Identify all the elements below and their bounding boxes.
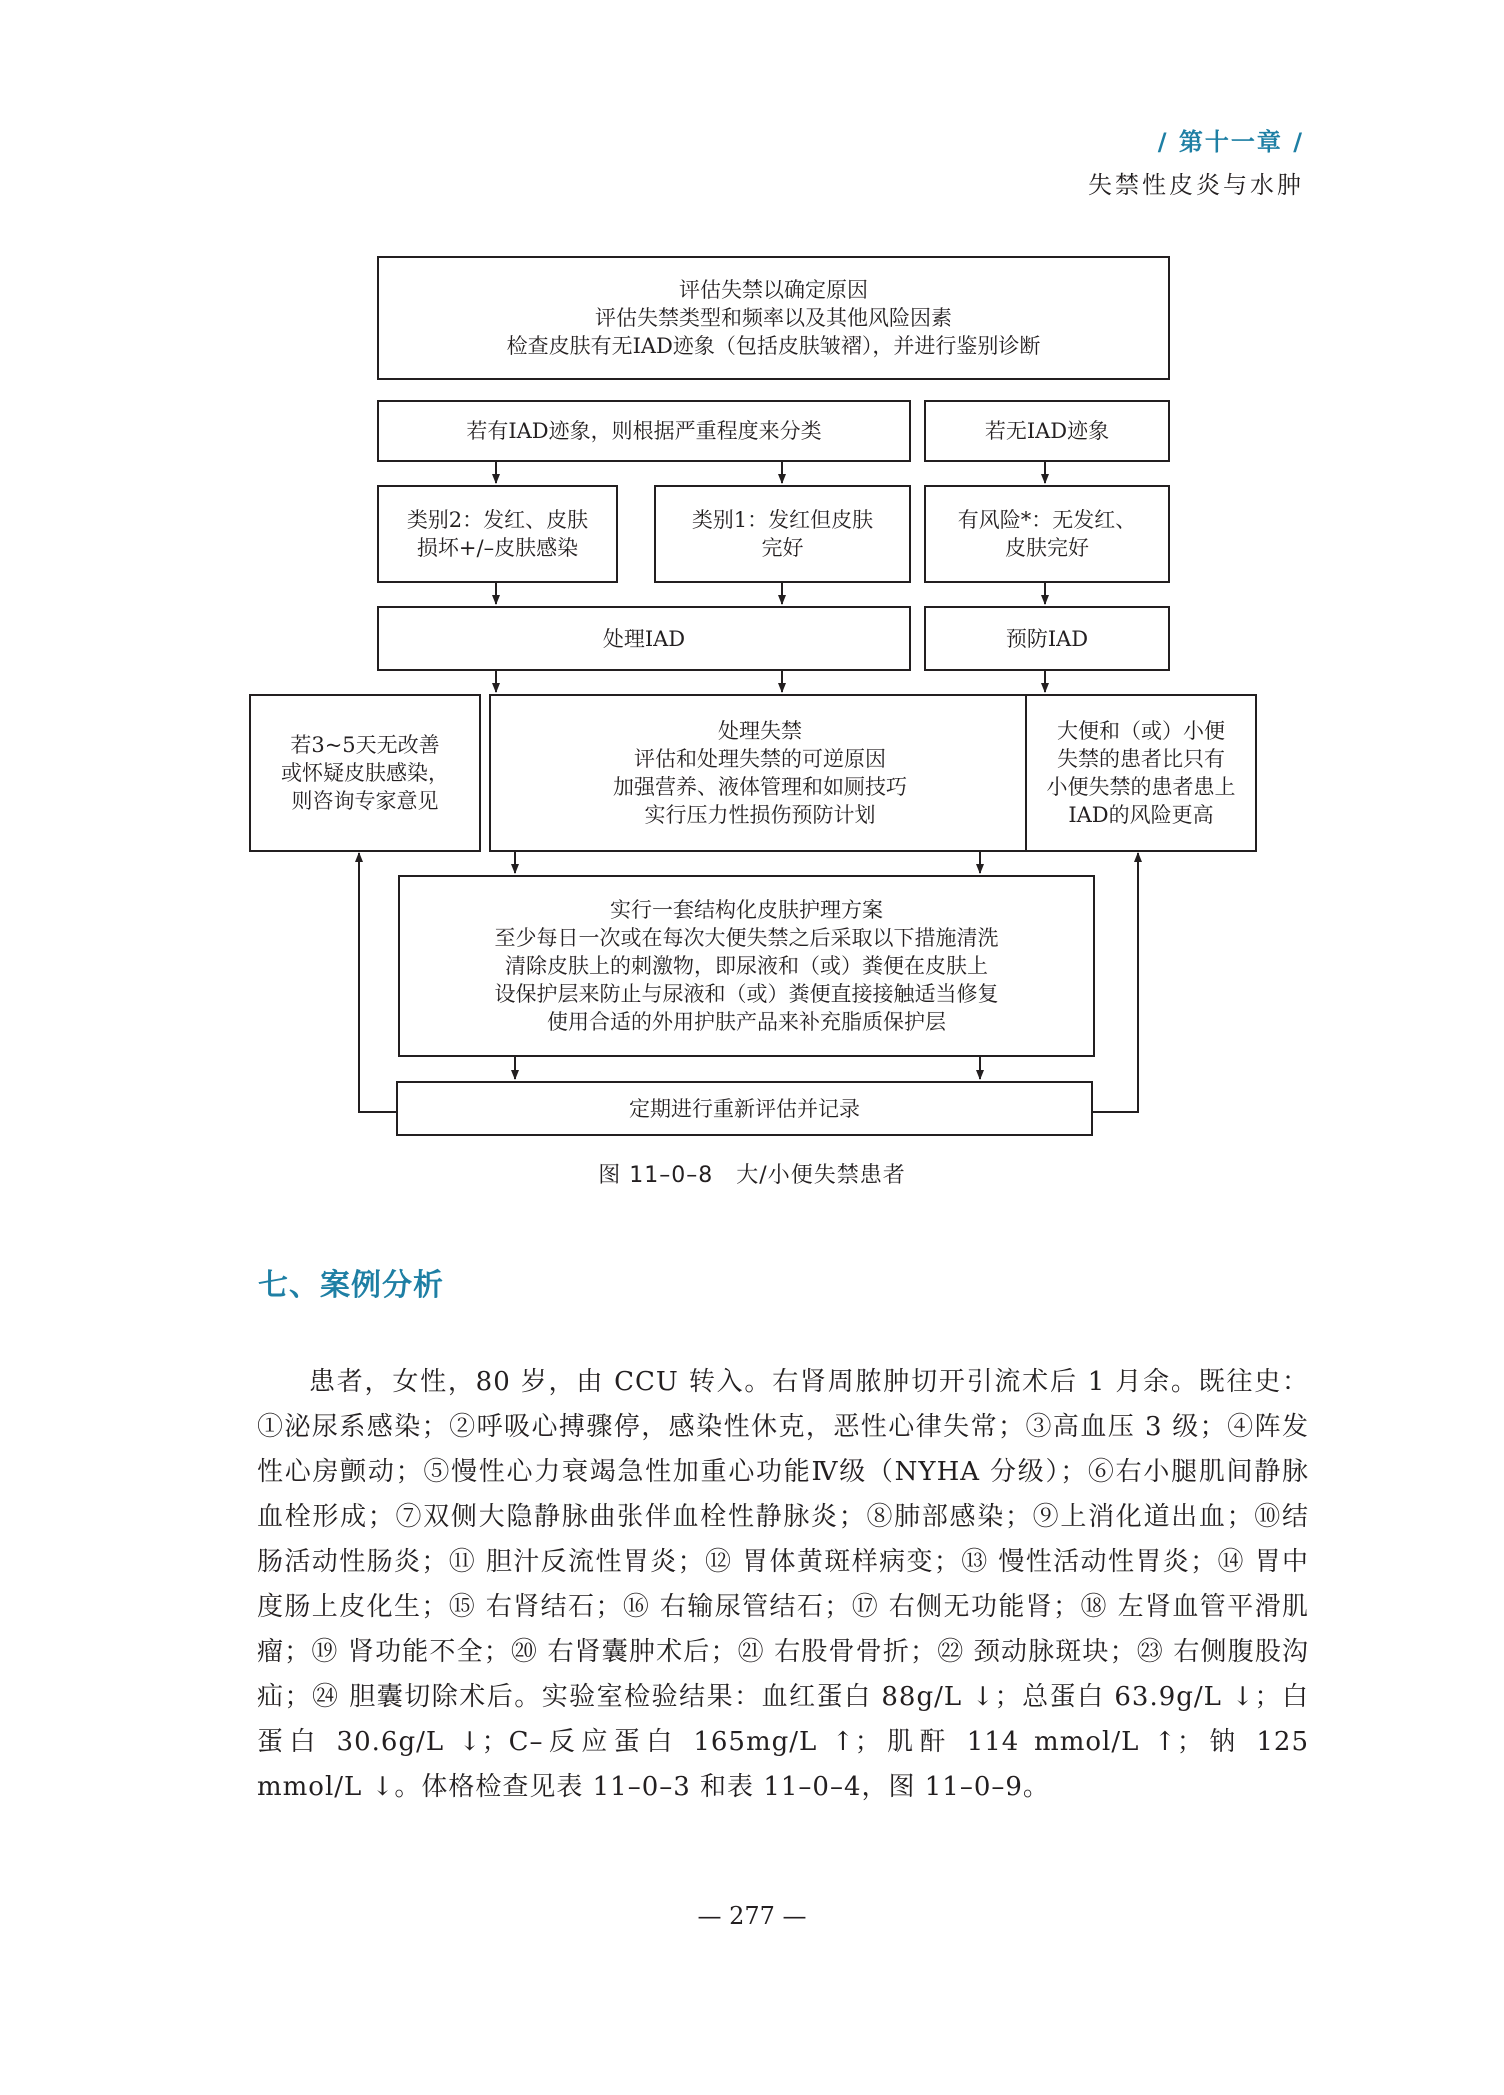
box-line: 加强营养、液体管理和如厕技巧 (613, 775, 907, 799)
box-line: 设保护层来防止与尿液和（或）粪便直接接触适当修复 (494, 982, 999, 1006)
case-paragraph-block (257, 1360, 1309, 1810)
box-line: 处理IAD (602, 626, 686, 651)
flow-box-risk-note (1025, 694, 1257, 852)
flow-box-if-no-iad (924, 400, 1170, 462)
box-line: 实行一套结构化皮肤护理方案 (610, 898, 883, 922)
box-line: 若无IAD迹象 (984, 419, 1110, 443)
chapter-label: / 第十一章 / (1157, 128, 1304, 156)
box-line: 损坏+/–皮肤感染 (416, 536, 579, 560)
box-line: 若3~5天无改善 (290, 733, 440, 757)
flow-box-assessment (377, 256, 1170, 380)
box-line: 有风险*：无发红、 (957, 508, 1137, 532)
box-line: 清除皮肤上的刺激物，即尿液和（或）粪便在皮肤上 (505, 954, 988, 978)
flow-box-at-risk (924, 485, 1170, 583)
flow-box-if-iad (377, 400, 911, 462)
flow-box-manage-incontinence (489, 694, 1031, 852)
section-title: 七、案例分析 (258, 1268, 444, 1303)
flow-box-category1 (654, 485, 911, 583)
box-line: 预防IAD (1005, 626, 1089, 651)
box-line: 小便失禁的患者患上 (1046, 775, 1236, 799)
loop-left (359, 853, 396, 1112)
box-line: 检查皮肤有无IAD迹象（包括皮肤皱褶），并进行鉴别诊断 (506, 334, 1041, 358)
box-line: 评估和处理失禁的可逆原因 (634, 747, 886, 771)
box-line: 处理失禁 (718, 719, 802, 743)
box-line: 则咨询专家意见 (291, 789, 439, 813)
loop-right (1093, 853, 1138, 1112)
box-line: 至少每日一次或在每次大便失禁之后采取以下措施清洗 (494, 926, 999, 950)
box-line: 评估失禁以确定原因 (679, 278, 868, 302)
box-line: 若有IAD迹象，则根据严重程度来分类 (466, 419, 822, 443)
box-line: 定期进行重新评估并记录 (629, 1096, 860, 1121)
flow-box-category2 (377, 485, 618, 583)
flow-box-reassess (396, 1081, 1093, 1136)
box-line: 使用合适的外用护肤产品来补充脂质保护层 (547, 1010, 946, 1034)
page-number: — 277 — (697, 1902, 807, 1930)
box-line: 皮肤完好 (1005, 536, 1089, 560)
figure-caption: 图 11–0–8 大/小便失禁患者 (598, 1163, 906, 1188)
box-line: 类别1：发红但皮肤 (691, 508, 874, 532)
flow-box-consult (249, 694, 481, 852)
box-line: 或怀疑皮肤感染， (281, 761, 449, 785)
box-line: 类别2：发红、皮肤 (406, 508, 589, 532)
flow-box-treat-iad (377, 606, 911, 671)
box-line: IAD的风险更高 (1068, 803, 1214, 827)
chapter-subtitle: 失禁性皮炎与水肿 (1088, 171, 1304, 199)
box-line: 评估失禁类型和频率以及其他风险因素 (595, 306, 952, 330)
box-line: 失禁的患者比只有 (1057, 747, 1225, 771)
case-paragraph: 患者，女性，80 岁，由 CCU 转入。右肾周脓肿切开引流术后 1 月余。既往史：①泌尿系感染；②呼吸心搏骤停，感染性休克，恶性心律失常；③高血压 3 级；④阵发性心房颤动；⑤慢性心力衰竭急性加重心功能Ⅳ级（NYHA 分级）；⑥右小腿肌间静脉血栓形成；⑦双侧大隐静脉曲张伴血栓性静脉炎；⑧肺部感染；⑨上消化道出血；⑩结肠活动性肠炎；⑪ 胆汁反流性胃炎；⑫ 胃体黄斑样病变；⑬ 慢性活动性胃炎；⑭ 胃中度肠上皮化生；⑮ 右肾结石；⑯ 右输尿管结石；⑰ 右侧无功能肾；⑱ 左肾血管平滑肌瘤；⑲ 肾功能不全；⑳ 右肾囊肿术后；㉑ 右股骨骨折；㉒ 颈动脉斑块；㉓ 右侧腹股沟疝；㉔ 胆囊切除术后。实验室检验结果：血红蛋白 88g/L ↓；总蛋白 63.9g/L ↓；白蛋白 30.6g/L ↓；C–反应蛋白 165mg/L ↑；肌酐 114 mmol/L ↑；钠 125 mmol/L ↓。体格检查见表 11–0–3 和表 11–0–4，图 11–0–9。 (257, 1367, 1309, 1802)
flow-box-prevent-iad (924, 606, 1170, 671)
box-line: 大便和（或）小便 (1057, 719, 1225, 743)
box-line: 实行压力性损伤预防计划 (644, 803, 876, 827)
box-line: 完好 (761, 536, 804, 560)
flow-box-skin-care (398, 875, 1095, 1057)
